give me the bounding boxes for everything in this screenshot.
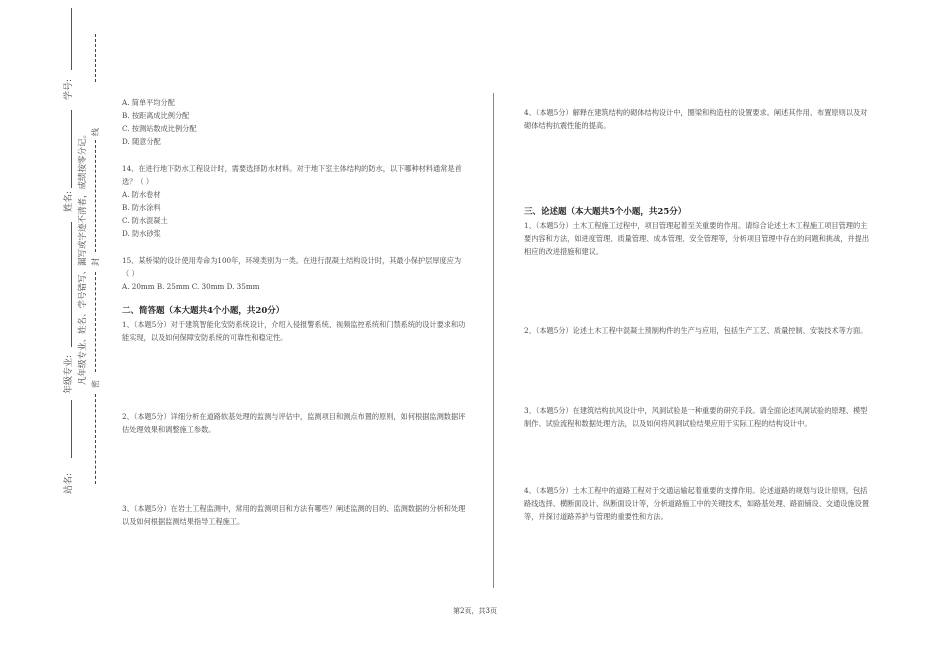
feng-mark: 封 — [91, 258, 100, 266]
section2-title: 二、简答题（本大题共4个小题，共20分） — [122, 306, 285, 316]
q13-option-b: B. 按距离成比例分配 — [122, 111, 190, 120]
page-number: 第2页，共3页 — [453, 607, 497, 615]
s2-q1: 1、（本题5分）对于建筑智能化安防系统设计，介绍入侵报警系统、视频监控系统和门禁系统的设计要求和功能实现，以及如何保障安防系统的可靠性和稳定性。 — [122, 320, 466, 342]
xian-mark: 线 — [91, 128, 100, 136]
q14-option-d: D. 防水砂浆 — [122, 229, 161, 238]
xingming-underline — [71, 110, 72, 188]
xuehao-underline — [71, 8, 72, 70]
label-name: 姓名: — [64, 190, 74, 212]
q15-options: A. 20mm B. 25mm C. 30mm D. 35mm — [122, 282, 260, 291]
q14-option-c: C. 防水混凝土 — [122, 216, 168, 225]
mi-mark: 密 — [91, 380, 100, 388]
right-column — [524, 106, 869, 523]
s2-q2: 2、（本题5分）详细分析在道路软基处理的监测与评估中，监测项目和测点布置的原则，如何根据监测数据评估处理效果和调整施工参数。 — [122, 412, 466, 434]
s3-q2: 2、（本题5分）论述土木工程中混凝土预制构件的生产与应用，包括生产工艺、质量控制、安装技术等方面。 — [524, 326, 868, 335]
binding-notice: 凡年级专业、姓名、学号错写、漏写或字迹不清者，成绩按零分记。 — [78, 129, 88, 385]
dash-line-1 — [95, 34, 96, 82]
s3-q3: 3、（本题5分）在建筑结构抗风设计中，风洞试验是一种重要的研究手段。请全面论述风洞试验的原理、模型制作、试验流程和数据处理方法，以及如何将风洞试验结果应用于实际工程的结构设计中。 — [524, 406, 868, 428]
zhanming-underline — [71, 400, 72, 458]
label-station: 站名: — [64, 472, 74, 494]
q13-option-a: A. 简单平均分配 — [122, 98, 175, 107]
dash-line-3 — [95, 272, 96, 372]
s3-q1: 1、（本题5分）土木工程施工过程中，项目管理起着至关重要的作用。请综合论述土木工程施工项目管理的主要内容和方法，如进度管理、质量管理、成本管理、安全管理等，分析项目管理中存在的问题和挑战，并提出相应的改进措施和建议。 — [524, 221, 870, 256]
q14-option-a: A. 防水卷材 — [122, 190, 161, 199]
q14-text: 14、在进行地下防水工程设计时，需要选择防水材料。对于地下室主体结构的防水，以下哪种材料通常是首选？（ ） — [122, 164, 462, 186]
nianji-underline — [71, 222, 72, 347]
left-column — [122, 96, 467, 528]
column-divider — [493, 93, 494, 588]
s3-q4: 4、（本题5分）土木工程中的道路工程对于交通运输起着重要的支撑作用。论述道路的规划与设计原则，包括路线选择、横断面设计、纵断面设计等，分析道路施工中的关键技术，如路基处理、路面铺设、交通设施设置等，并探讨道路养护与管理的重要性和方法。 — [524, 486, 870, 521]
s2-q3: 3、（本题5分）在岩土工程监测中，常用的监测项目和方法有哪些？阐述监测的目的、监测数据的分析和处理以及如何根据监测结果指导工程施工。 — [122, 504, 466, 526]
q13-option-d: D. 随意分配 — [122, 137, 161, 146]
label-grade-major: 年级专业: — [64, 354, 74, 394]
q14-option-b: B. 防水涂料 — [122, 203, 161, 212]
label-student-id: 学号: — [64, 78, 74, 100]
q15-text: 15、某桥梁的设计使用寿命为100年，环境类别为一类。在进行混凝土结构设计时，其最小保护层厚度应为（ ） — [122, 256, 462, 278]
s2-q4: 4、（本题5分）解释在建筑结构的砌体结构设计中，圈梁和构造柱的设置要求。阐述其作用、布置原则以及对砌体结构抗震性能的提高。 — [524, 108, 868, 130]
dash-line-4 — [95, 394, 96, 484]
q13-option-c: C. 按测站数成比例分配 — [122, 124, 197, 133]
binding-margin — [0, 0, 110, 672]
dash-line-2 — [95, 140, 96, 252]
section3-title: 三、论述题（本大题共5个小题，共25分） — [524, 207, 687, 217]
